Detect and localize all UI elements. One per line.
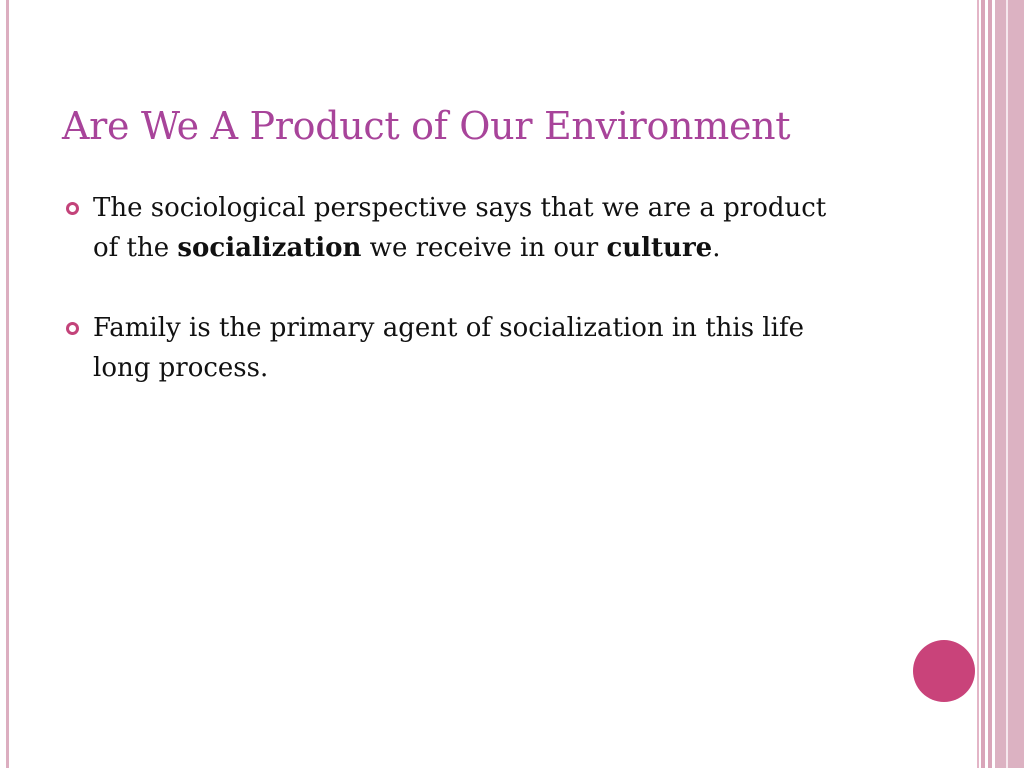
bullet-item — [62, 308, 842, 388]
right-border-highlight — [1006, 0, 1008, 768]
left-border-stripe — [6, 0, 9, 768]
bullet-text: The sociological perspective says that we are a product of the — [93, 193, 827, 263]
right-border-stripe — [988, 0, 992, 768]
bullet-text: . — [712, 233, 721, 263]
bullet-bold-term: socialization — [177, 233, 362, 263]
filled-circle-icon — [913, 640, 975, 702]
hollow-circle-bullet-icon — [66, 322, 79, 335]
bullet-list — [62, 188, 842, 388]
right-border-stripe — [977, 0, 979, 768]
slide-title: Are We A Product of Our Environment — [62, 104, 791, 148]
right-border-band — [995, 0, 1024, 768]
bullet-text: we receive in our — [361, 233, 607, 263]
bullet-item — [62, 188, 842, 268]
bullet-text: Family is the primary agent of socialization in this life long process. — [93, 313, 804, 383]
right-border-stripe — [981, 0, 985, 768]
hollow-circle-bullet-icon — [66, 202, 79, 215]
bullet-bold-term: culture — [606, 233, 713, 263]
